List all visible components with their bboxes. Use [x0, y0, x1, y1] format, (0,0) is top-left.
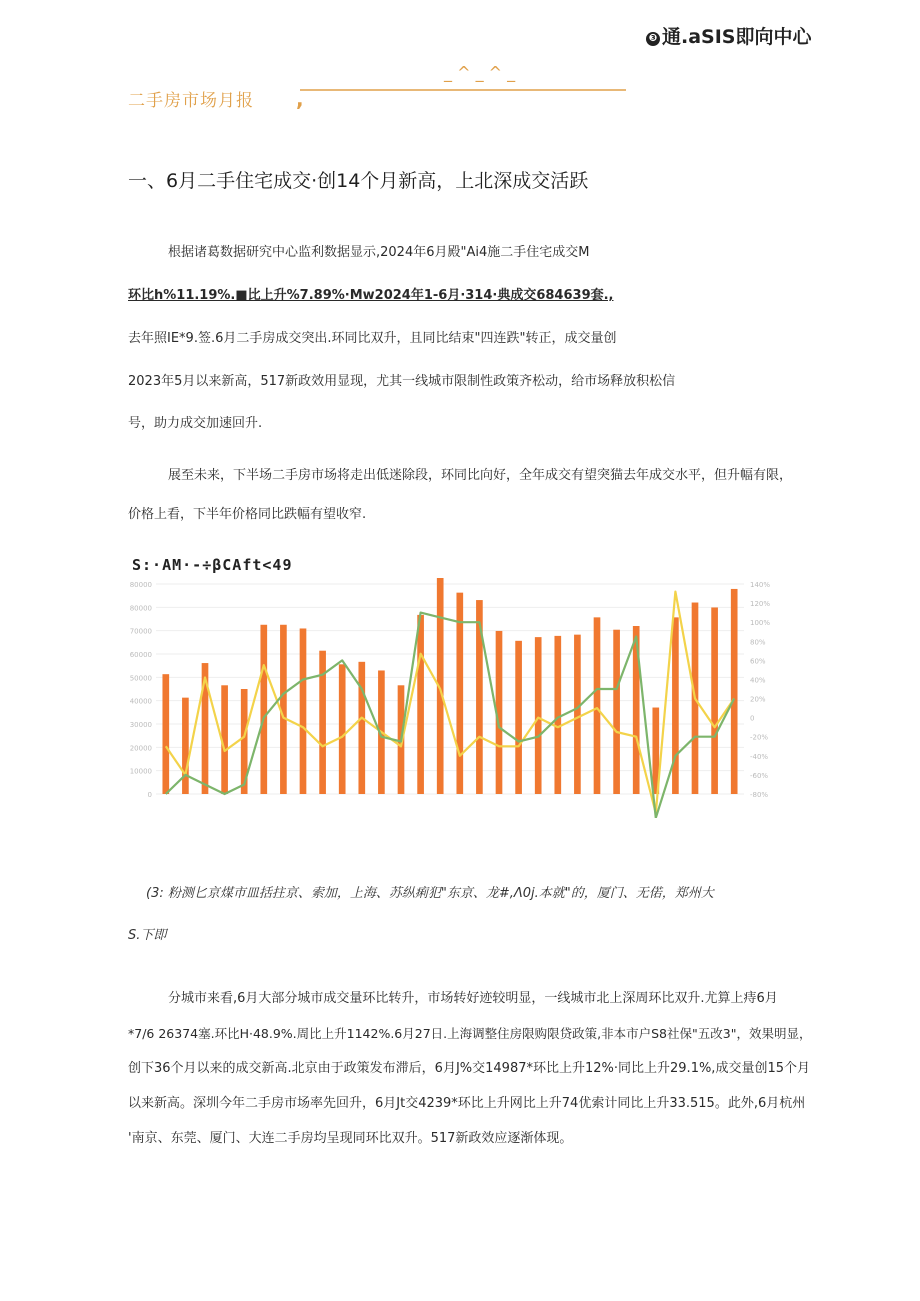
chart	[118, 578, 778, 818]
chart-caption-cont: S.下即	[128, 928, 167, 943]
para-3-line-2: *7/6 26374塞.环比H·48.9%.周比上升1142%.6月27日.上海调整住房限购限贷政策,非本市户S8社保"五改3"，效果明显，	[128, 1026, 812, 1041]
section-title: 一、6月二手住宅成交·创14个月新高，上北深成交活跃	[128, 170, 589, 192]
bar	[182, 698, 189, 794]
y-tick-label: 60000	[129, 651, 152, 659]
y-tick-label: 0	[147, 791, 152, 799]
bar	[535, 637, 542, 794]
bar	[711, 607, 718, 794]
bar	[162, 674, 169, 794]
chart-caption: (3: 粉测匕京煤市皿括拄京、索加，上海、苏纵痢犯"东京、龙#,Λ0j.本就"的，厦门、无偌，郑州大	[146, 886, 714, 901]
bar	[417, 615, 424, 794]
para-2-line-2: 价格上看，下半年价格同比跌幅有望收窄.	[128, 507, 367, 522]
y2-tick-label: 100%	[750, 619, 771, 628]
header-rule-decoration	[296, 58, 636, 118]
y2-tick-label: -60%	[750, 771, 769, 780]
y2-tick-label: 80%	[750, 638, 766, 647]
y-tick-label: 40000	[129, 697, 152, 706]
y-tick-label: 80000	[129, 581, 152, 589]
y-tick-label: 30000	[129, 721, 152, 729]
chart-title: S:·AM·-÷βCAft<49	[132, 556, 293, 574]
para-3-line-3: 创下36个月以来的成交新高.北京由于政策发布滞后，6月J%交14987*环比上升12%·同比上升29.1%,成交量创15个月	[128, 1061, 810, 1076]
para-1-line-1: 根据诸葛数据研究中心监利数据显示,2024年6月殿"Ai4施二手住宅成交M	[168, 245, 590, 260]
y2-tick-label: 60%	[750, 657, 766, 666]
para-1-line-2: 环比h%11.19%.■比上升%7.89%·Mw2024年1-6月·314·典成交684639套.,	[128, 288, 614, 303]
para-2-line-1: 展至未来，下半场二手房市场将走出低迷除段，环同比向好，全年成交有望突猫去年成交水平，但升幅有限，	[168, 468, 793, 483]
para-1-line-5: 号，助力成交加速回升.	[128, 416, 263, 431]
report-label	[128, 86, 254, 111]
y2-tick-label: 20%	[750, 695, 766, 704]
bar	[672, 617, 679, 794]
y2-tick-label: -80%	[750, 791, 769, 799]
brand-logo	[646, 22, 811, 49]
brand-circle-icon: ❸	[646, 32, 660, 46]
bar	[358, 662, 365, 794]
bar	[574, 635, 581, 794]
bar	[731, 589, 738, 794]
y2-tick-label: 0	[750, 714, 755, 723]
bar	[613, 630, 620, 794]
bar	[594, 617, 601, 794]
series-line	[166, 592, 734, 814]
report-label-text: 二手房市场月报	[128, 91, 254, 111]
y-tick-label: 50000	[129, 674, 152, 683]
para-1-line-4: 2023年5月以来新高，517新政效用显现，尤其一线城市限制性政策齐松动，给市场释放积松信	[128, 374, 676, 389]
y2-tick-label: 120%	[750, 600, 771, 609]
bar	[300, 628, 307, 794]
para-3-line-4: 以来新高。深圳今年二手房市场率先回升，6月Jt交4239*环比上升网比上升74优索计同比上升33.515。此外,6月杭州	[128, 1096, 806, 1111]
y-tick-label: 20000	[129, 744, 152, 753]
y-tick-label: 70000	[129, 627, 152, 636]
bar	[515, 641, 522, 794]
para-3-line-1: 分城市来看,6月大部分城市成交量环比转升，市场转好迹较明显，一线城市北上深周环比双升.尤算上痔6月	[168, 991, 778, 1006]
header-rule-mark: ,	[296, 87, 304, 111]
y2-tick-label: 140%	[750, 581, 771, 589]
para-1-line-3: 去年照IE*9.签.6月二手房成交突出.环同比双升，且同比结束"四连跌"转正，成交量创	[128, 331, 617, 346]
para-3-line-5: '南京、东莞、厦门、大连二手房均呈现同环比双升。517新政效应逐渐体现。	[128, 1131, 573, 1146]
bar	[554, 636, 561, 794]
y-tick-label: 10000	[129, 767, 152, 776]
header-rule-marks: _ ^ _ ^ _	[444, 63, 516, 82]
y2-tick-label: -20%	[750, 733, 769, 742]
y2-tick-label: 40%	[750, 676, 766, 685]
y-tick-label: 80000	[129, 604, 152, 613]
bar	[260, 625, 267, 794]
bar	[339, 664, 346, 794]
brand-text: 通.aSIS即向中心	[662, 26, 812, 48]
y2-tick-label: -40%	[750, 752, 769, 761]
